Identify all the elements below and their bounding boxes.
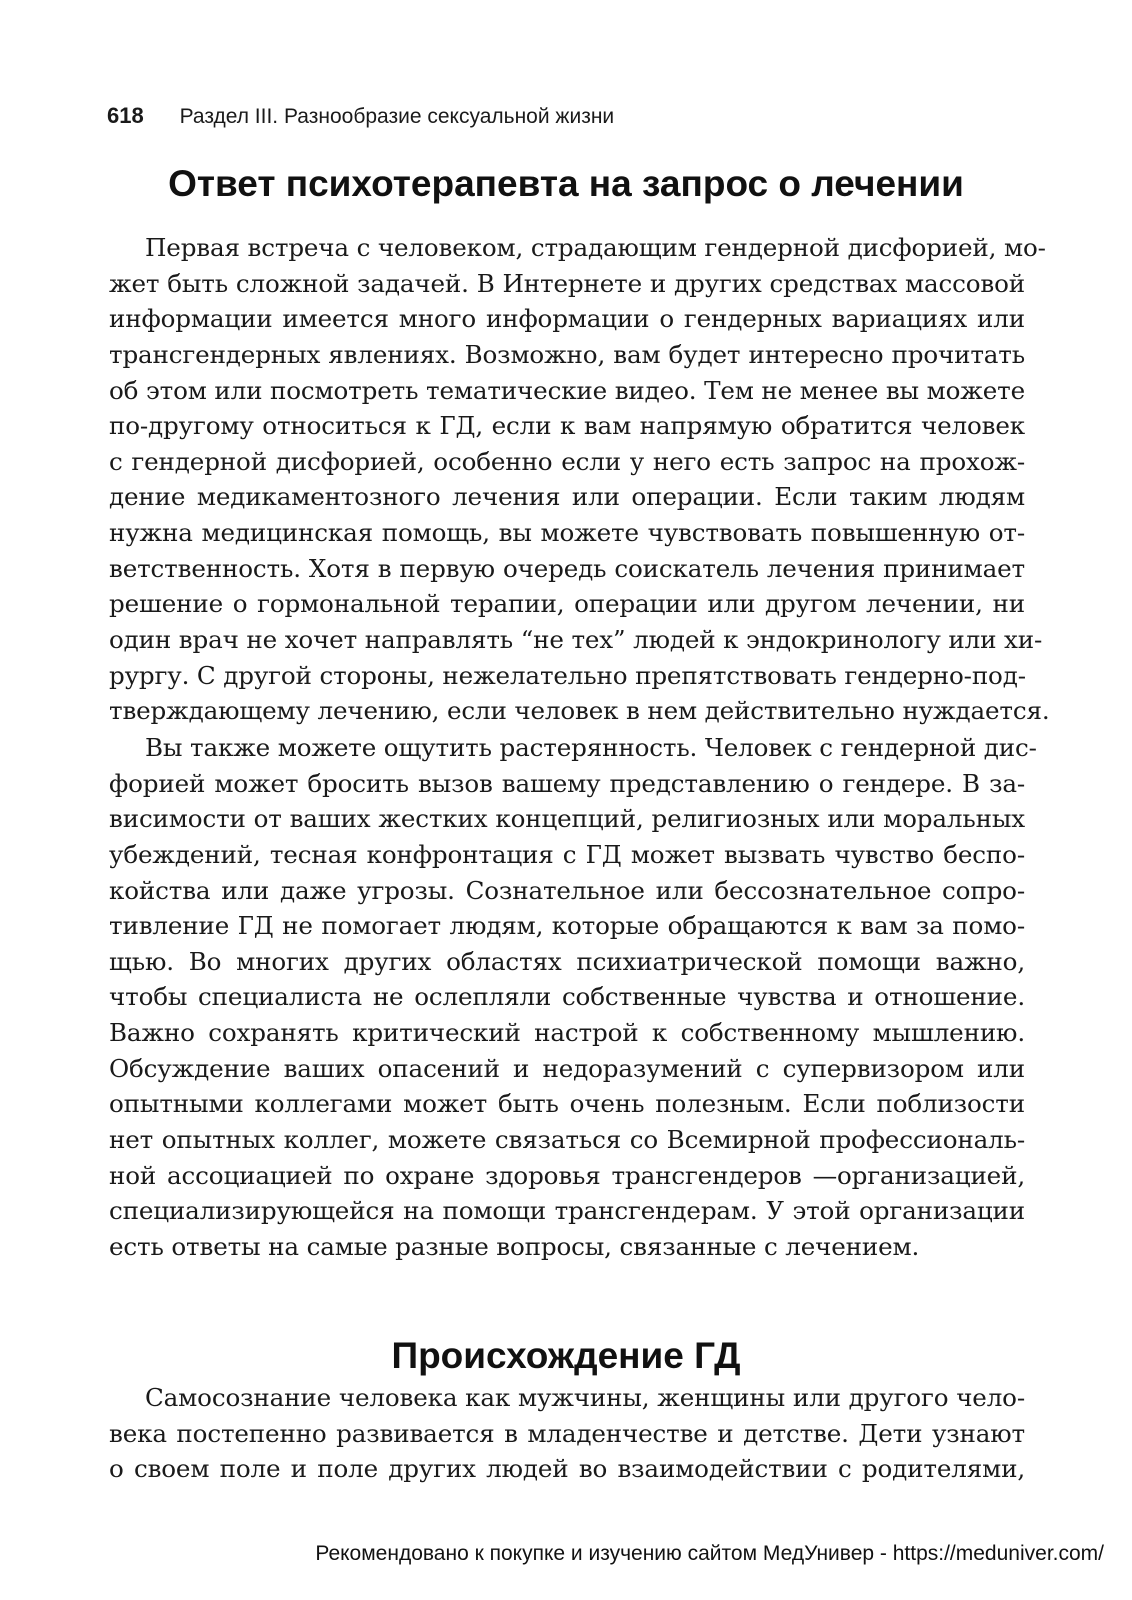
text-line: убеждений, тесная конфронтация с ГД может вызвать чувство беспо- xyxy=(109,839,1025,869)
text-line: века постепенно развивается в младенчестве и детстве. Дети узнают xyxy=(109,1418,1025,1448)
text-line: по-другому относиться к ГД, если к вам напрямую обратится человек xyxy=(109,411,1025,441)
text-line: трансгендерных явлениях. Возможно, вам будет интересно прочитать xyxy=(109,339,1025,369)
paragraph-confusion xyxy=(109,730,1037,1265)
text-line: нет опытных коллег, можете связаться со Всемирной профессиональ- xyxy=(109,1125,1025,1155)
text-line: информации имеется много информации о гендерных вариациях или xyxy=(109,304,1025,334)
text-line: тивление ГД не помогает людям, которые обращаются к вам за помо- xyxy=(109,911,1025,941)
text-line: рургу. С другой стороны, нежелательно препятствовать гендерно-под- xyxy=(109,660,1026,690)
text-line: нужна медицинская помощь, вы можете чувствовать повышенную от- xyxy=(109,518,1025,548)
text-line: с гендерной дисфорией, особенно если у него есть запрос на прохож- xyxy=(109,446,1025,476)
text-line: решение о гормональной терапии, операции или другом лечении, ни xyxy=(109,589,1025,619)
text-line: щью. Во многих других областях психиатрической помощи важно, xyxy=(109,946,1025,976)
text-line: жет быть сложной задачей. В Интернете и других средствах массовой xyxy=(109,268,1025,298)
text-line: ветственность. Хотя в первую очередь соискатель лечения принимает xyxy=(109,553,1025,583)
text-line: форией может бросить вызов вашему представлению о гендере. В за- xyxy=(109,768,1025,798)
text-line: Самосознание человека как мужчины, женщины или другого чело- xyxy=(145,1383,1025,1412)
text-line: Обсуждение ваших опасений и недоразумений с супервизором или xyxy=(109,1053,1025,1083)
paragraph-self-awareness xyxy=(109,1380,1025,1487)
recommendation-footer: Рекомендовано к покупке и изучению сайтом МедУнивер - https://meduniver.com/ xyxy=(315,1542,1104,1565)
text-line: об этом или посмотреть тематические видео. Тем не менее вы можете xyxy=(109,375,1025,405)
text-line: Важно сохранять критический настрой к собственному мышлению. xyxy=(109,1018,1025,1048)
text-line: опытными коллегами может быть очень полезным. Если поблизости xyxy=(109,1089,1025,1119)
section-heading-treatment-request: Ответ психотерапевта на запрос о лечении xyxy=(168,163,964,204)
section-heading-origin-gd: Происхождение ГД xyxy=(391,1335,741,1376)
text-line: ной ассоциацией по охране здоровья трансгендеров —организацией, xyxy=(109,1160,1025,1190)
running-section-title: Раздел III. Разнообразие сексуальной жизни xyxy=(179,105,615,128)
running-header xyxy=(107,103,614,129)
text-line: есть ответы на самые разные вопросы, связанные с лечением. xyxy=(109,1231,920,1261)
text-line: койства или даже угрозы. Сознательное или бессознательное сопро- xyxy=(109,875,1025,905)
text-line: о своем поле и поле других людей во взаимодействии с родителями, xyxy=(109,1454,1025,1484)
page-number: 618 xyxy=(107,103,144,128)
text-line: чтобы специалиста не ослепляли собственные чувства и отношение. xyxy=(109,982,1025,1012)
text-line: специализирующейся на помощи трансгендерам. У этой организации xyxy=(109,1196,1025,1226)
text-line: висимости от ваших жестких концепций, религиозных или моральных xyxy=(109,804,1025,834)
text-line: Первая встреча с человеком, страдающим гендерной дисфорией, мо- xyxy=(145,233,1046,262)
text-line: тверждающему лечению, если человек в нем действительно нуждается. xyxy=(109,696,1050,726)
paragraph-first-meeting xyxy=(109,230,1050,729)
text-line: Вы также можете ощутить растерянность. Человек с гендерной дис- xyxy=(145,733,1037,762)
text-line: дение медикаментозного лечения или операции. Если таким людям xyxy=(109,482,1025,512)
text-line: один врач не хочет направлять “не тех” людей к эндокринологу или хи- xyxy=(109,625,1043,655)
